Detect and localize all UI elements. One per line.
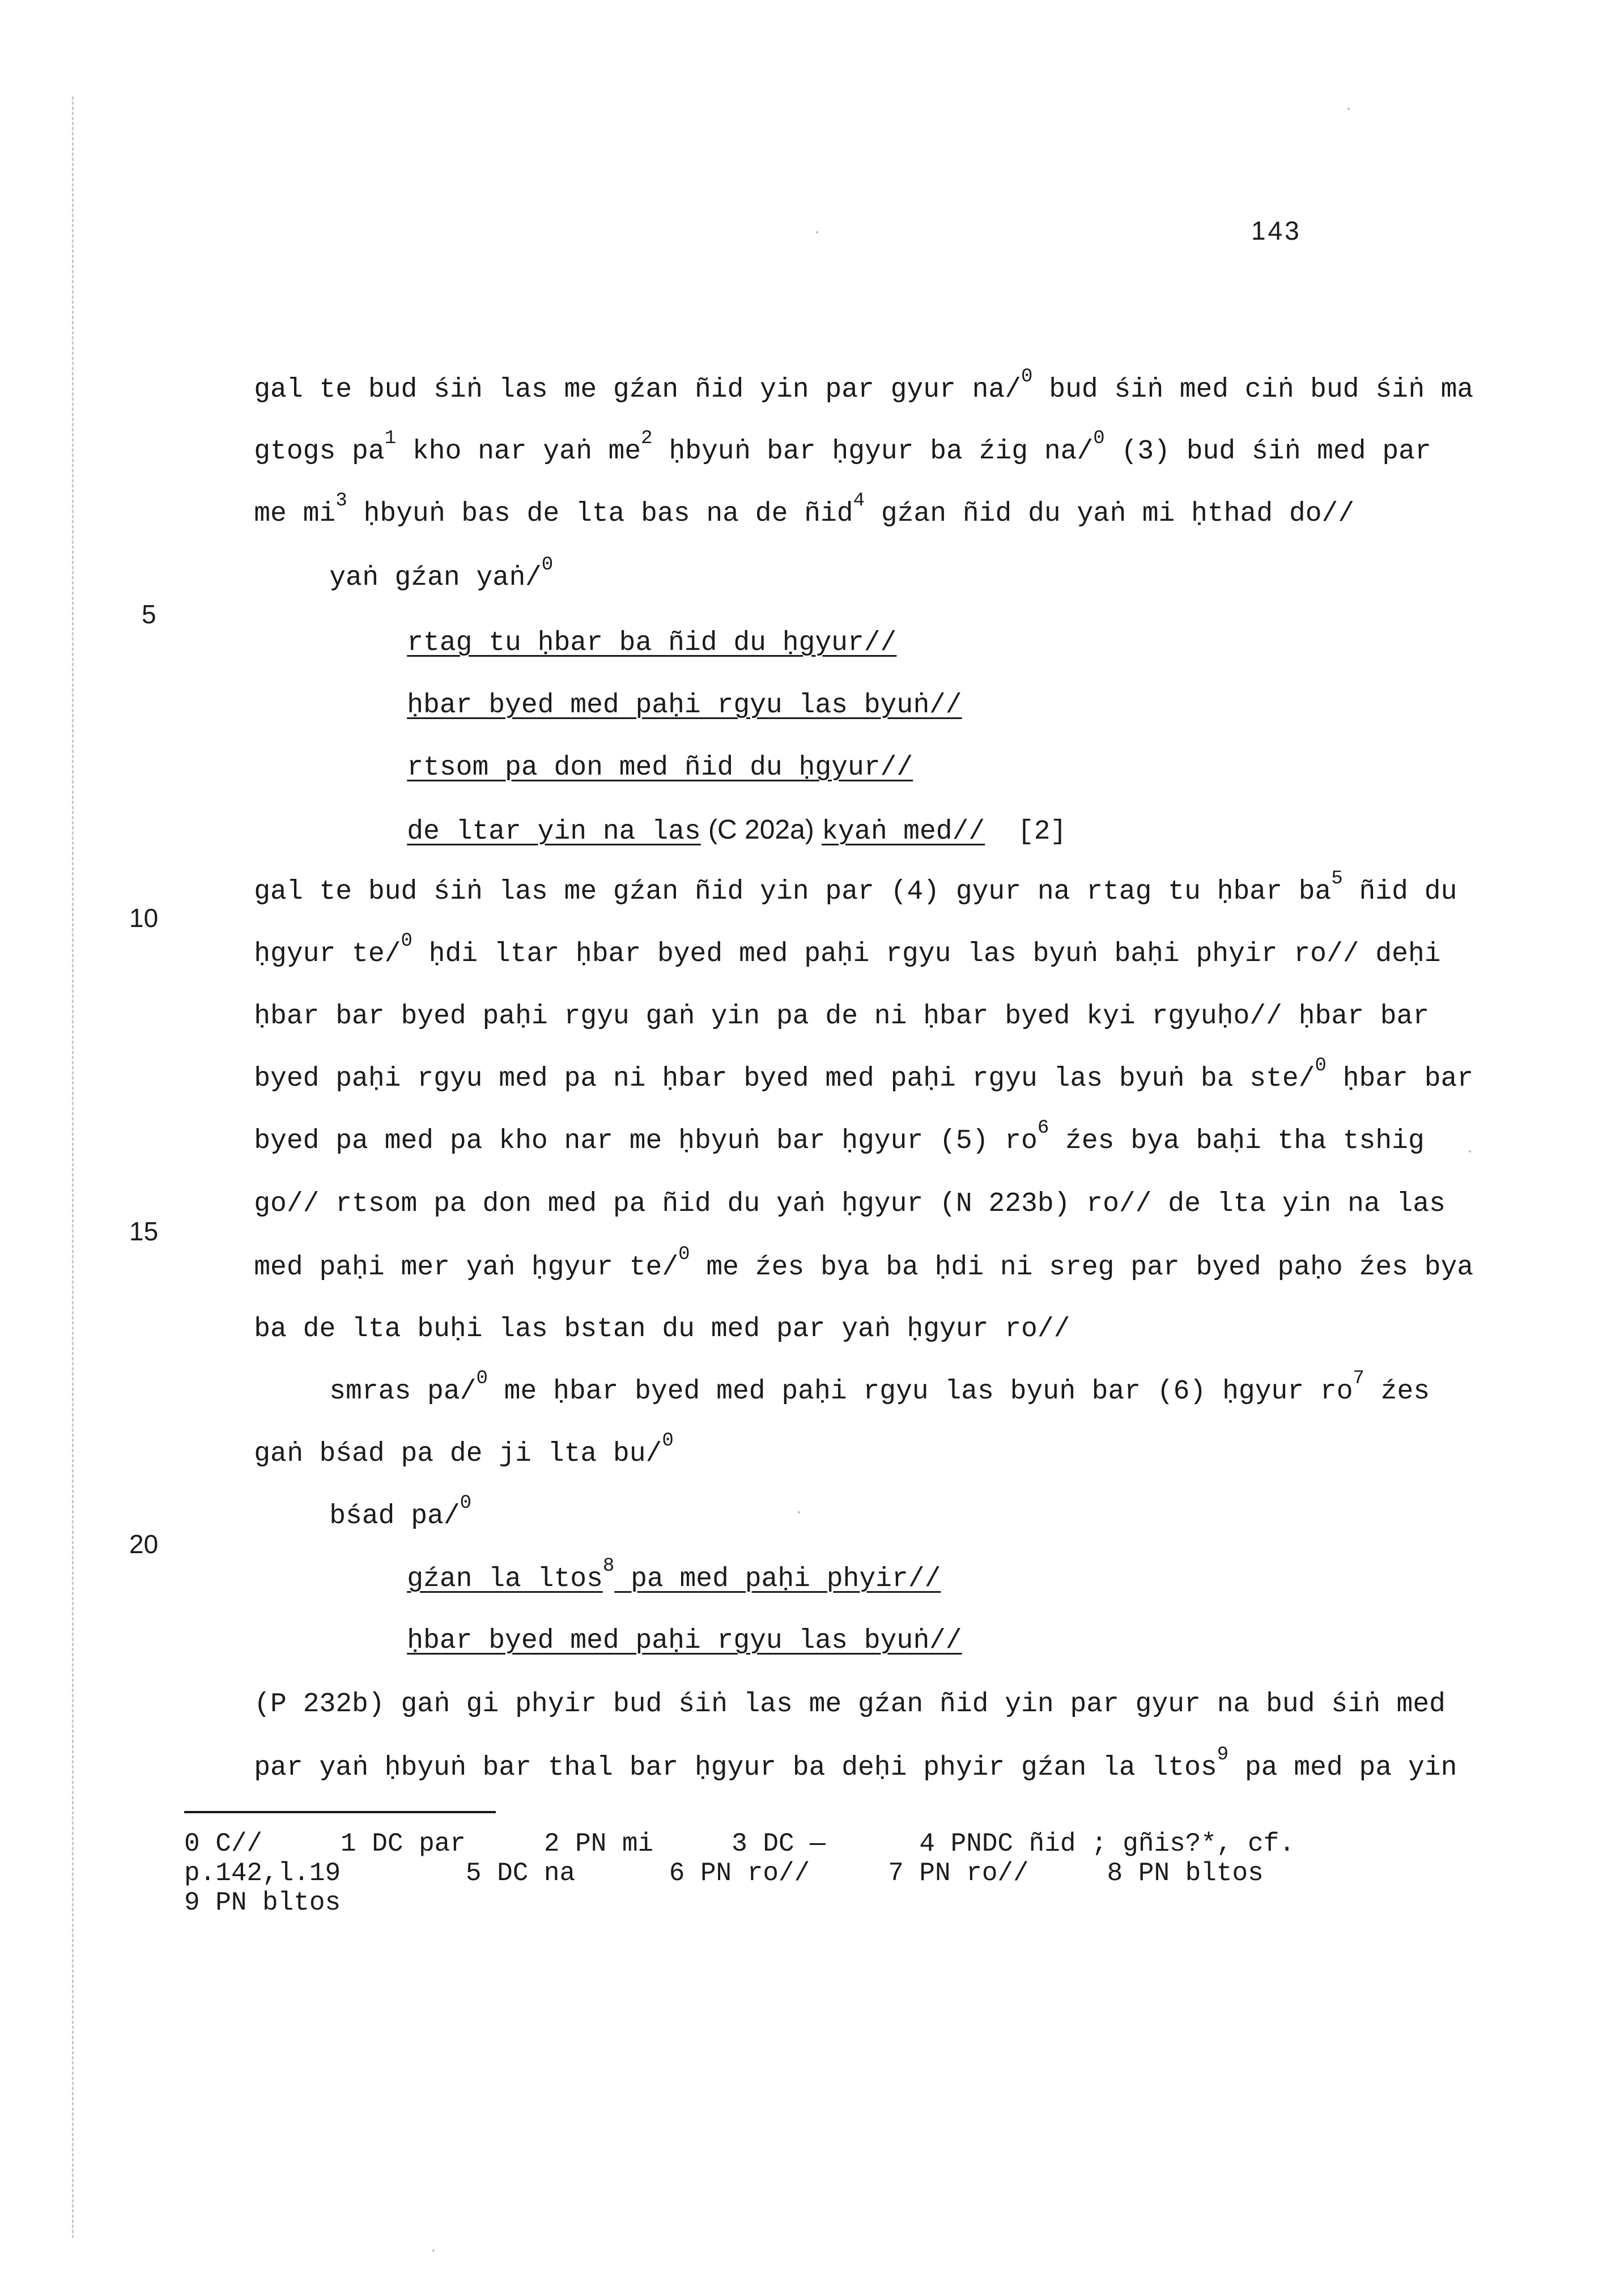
verse-line-2: ḥbar byed med paḥi rgyu las byuṅ// [407,690,962,721]
footnote-line-3: 9 PN bltos [184,1888,341,1917]
text-line-11: ḥbar bar byed paḥi rgyu gaṅ yin pa de ni ḥbar byed kyi rgyuḥo// ḥbar bar [254,1001,1430,1032]
text-line-12: byed paḥi rgyu med pa ni ḥbar byed med paḥi rgyu las byuṅ ba ste/$^0$ ḥbar bar [254,1055,1474,1094]
text-line-3: me $mi^3$ ḥbyuṅ bas de lta bas na de ñid$^4$ gźan ñid du yaṅ mi ḥthad do// [254,490,1355,529]
scan-speck [816,231,818,233]
footnote-rule [184,1811,496,1813]
scan-speck [1469,1150,1471,1153]
text-line-22: (P 232b) gaṅ gi phyir bud śiṅ las me gźan ñid yin par gyur na bud śiṅ med [254,1689,1446,1720]
text-line-1: gal te bud śiṅ las me gźan ñid yin par gyur na/$^0$ bud śiṅ med ciṅ bud śiṅ ma [254,366,1474,405]
text-line-19: bśad pa/$^0$ [329,1493,472,1532]
text-line-18: gaṅ bśad pa de ji lta bu/$^0$ [254,1430,674,1469]
verse-line-6: ḥbar byed med paḥi rgyu las byuṅ// [407,1626,962,1656]
margin-rule [72,96,74,2238]
text-line-13: byed pa med pa kho nar me ḥbyuṅ bar ḥgyur (5) $ro^6$ źes bya baḥi tha tshig [254,1117,1425,1156]
text-line-4: yaṅ gźan yaṅ/$^0$ [329,554,554,593]
scan-speck [798,1511,800,1513]
footnote-line-1: 0 C// 1 DC par 2 PN mi 3 DC — 4 PNDC ñid ; gñis?*, cf. [184,1829,1295,1859]
text-line-15: med paḥi mer yaṅ ḥgyur te/$^0$ me źes bya ba ḥdi ni sreg par byed paḥo źes bya [254,1244,1474,1283]
verse-line-3: rtsom pa don med ñid du ḥgyur// [407,752,913,783]
text-line-9: gal te bud śiṅ las me gźan ñid yin par (4) gyur na rtag tu ḥbar $ba^5$ ñid du [254,868,1457,907]
line-number-15: 15 [129,1217,159,1246]
page-number: 143 [1251,216,1302,245]
verse-line-4: de ltar yin na las (C 202a) kyaṅ med// [2] [407,815,1067,847]
text-line-23: par yaṅ ḥbyuṅ bar thal bar ḥgyur ba deḥi phyir gźan la ltos$^9$ pa med pa yin [254,1744,1457,1783]
text-line-17: smras pa/$^0$ me ḥbar byed med paḥi rgyu las byuṅ bar (6) ḥgyur $ro^7$ źes [329,1368,1430,1407]
line-number-20: 20 [129,1529,159,1559]
text-line-14: go// rtsom pa don med pa ñid du yaṅ ḥgyur (N 223b) ro// de lta yin na las [254,1189,1446,1219]
line-number-5: 5 [142,599,156,629]
text-line-16: ba de lta buḥi las bstan du med par yaṅ ḥgyur ro// [254,1314,1070,1345]
footnote-line-2: p.142,l.19 5 DC na 6 PN ro// 7 PN ro// 8 PN bltos [184,1859,1264,1888]
scan-speck [1347,108,1350,110]
verse-line-1: rtag tu ḥbar ba ñid du ḥgyur// [407,628,897,658]
verse-line-5: gźan la ltos$^8$ pa med paḥi phyir// [407,1555,941,1595]
scan-speck [432,2250,435,2252]
line-number-10: 10 [129,903,159,933]
text-line-10: ḥgyur te/$^0$ ḥdi ltar ḥbar byed med paḥi rgyu las byuṅ baḥi phyir ro// deḥi [254,930,1441,970]
text-line-2: gtogs $pa^1$ kho nar yaṅ $me^2$ ḥbyuṅ bar ḥgyur ba źig na/$^0$ (3) bud śiṅ med par [254,428,1431,467]
